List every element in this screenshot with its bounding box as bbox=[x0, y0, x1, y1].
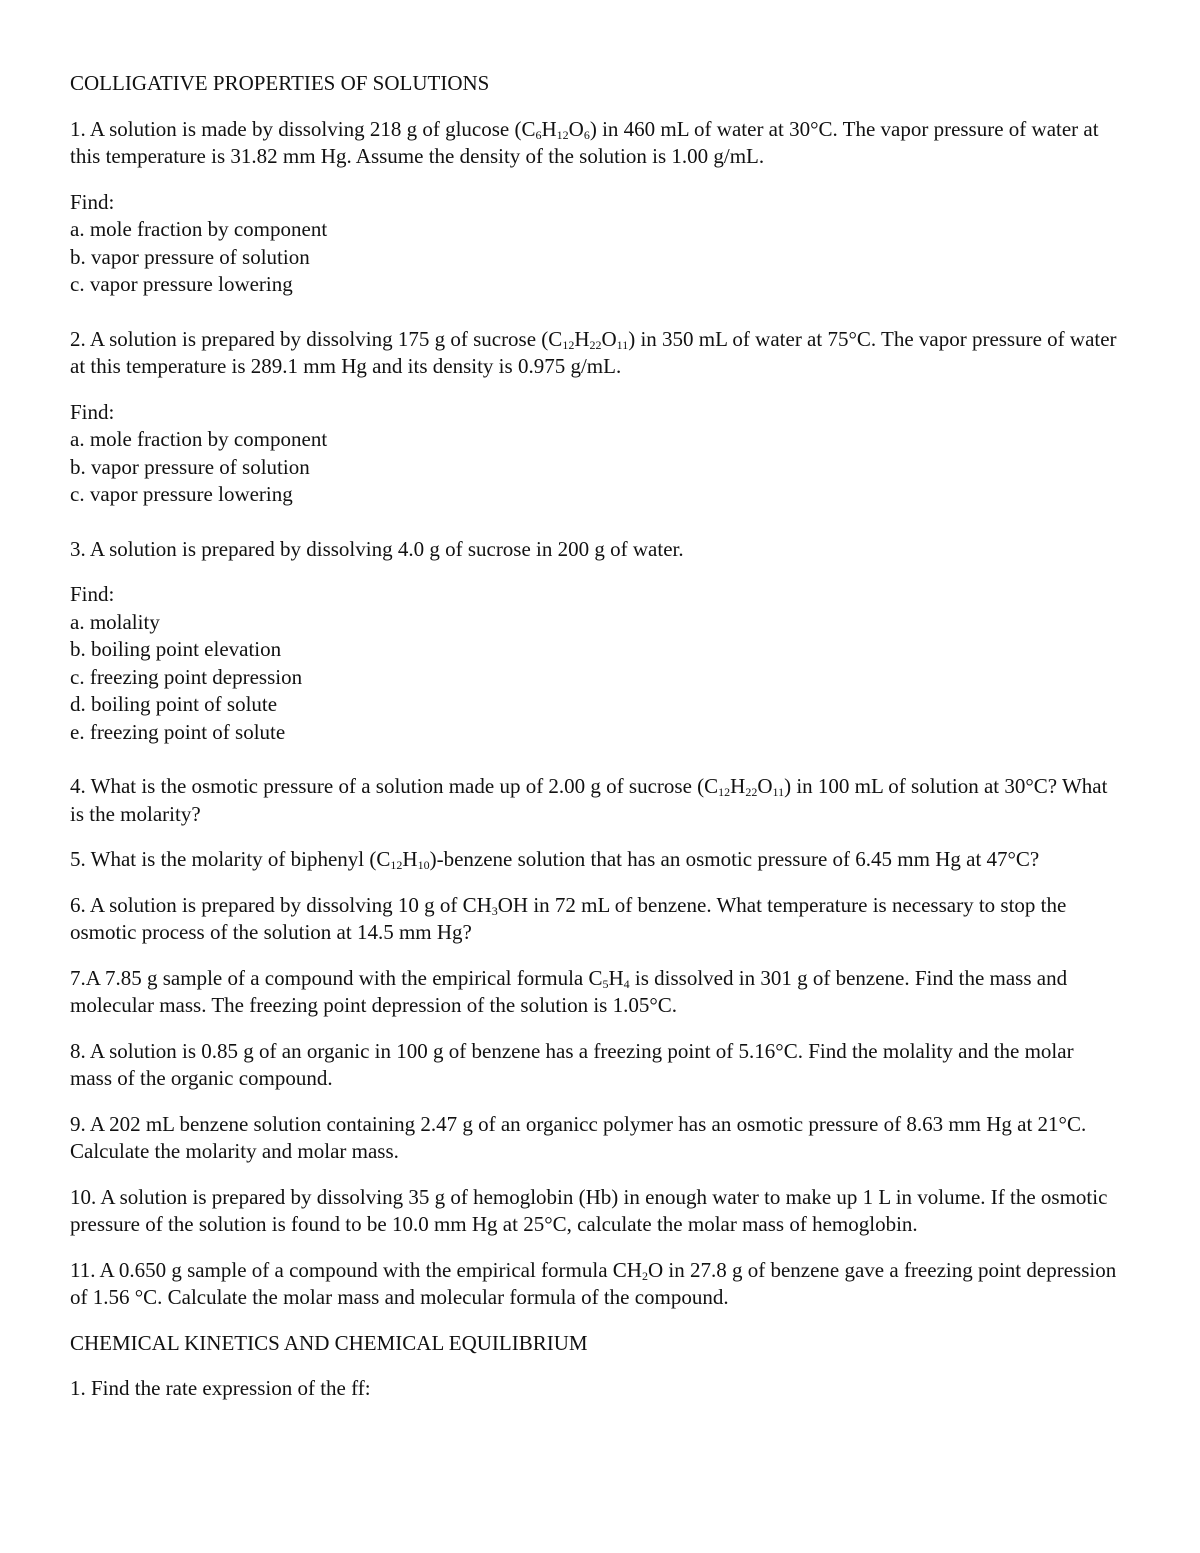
find-label: Find: bbox=[70, 582, 115, 606]
option-c: c. vapor pressure lowering bbox=[70, 482, 293, 506]
option-a: a. mole fraction by component bbox=[70, 217, 328, 241]
problem-5: 5. What is the molarity of biphenyl $(C_{12}H_{10})$-benzene solution that has an osmotic pressure of 6.45 mm Hg at 47°C? bbox=[70, 847, 1040, 872]
option-c: c. freezing point depression bbox=[70, 664, 303, 689]
option-b: b. vapor pressure of solution bbox=[70, 454, 310, 479]
problem-6: 6. A solution is prepared by dissolving 10 g of $CH_3OH$ in 72 mL of benzene. What temperature is necessary to stop the osmotic process of the solution at 14.5 mm Hg? bbox=[70, 892, 1067, 944]
option-c: c. vapor pressure lowering bbox=[70, 272, 293, 296]
problem-11: 11. A 0.650 g sample of a compound with the empirical formula $CH_2O$ in 27.8 g of benzene gave a freezing point depression of 1.56 °C. Calculate the molar mass and molecular formula of the compound. bbox=[70, 1257, 1117, 1309]
problem-3: 3. A solution is prepared by dissolving 4.0 g of sucrose in 200 g of water. bbox=[70, 536, 684, 561]
kinetics-problem-1: 1. Find the rate expression of the ff: bbox=[70, 1376, 371, 1400]
problem-1-find bbox=[70, 189, 1120, 299]
problem-2-find bbox=[70, 399, 1120, 509]
option-b: b. vapor pressure of solution bbox=[70, 244, 310, 269]
problem-7: 7.A 7.85 g sample of a compound with the empirical formula $C_5H_4$ is dissolved in 301 g of benzene. Find the mass and molecular mass. The freezing point depression of the solution is 1.05°C. bbox=[70, 965, 1068, 1017]
section-title-kinetics: CHEMICAL KINETICS AND CHEMICAL EQUILIBRIUM bbox=[70, 1330, 588, 1355]
problem-3-find bbox=[70, 581, 1120, 746]
problem-10: 10. A solution is prepared by dissolving 35 g of hemoglobin (Hb) in enough water to make up 1 L in volume. If the osmotic pressure of the solution is found to be 10.0 mm Hg at 25°C, calculate the molar mass of hemoglobin. bbox=[70, 1184, 1108, 1236]
problem-9: 9. A 202 mL benzene solution containing 2.47 g of an organicc polymer has an osmotic pressure of 8.63 mm Hg at 21°C. Calculate the molarity and molar mass. bbox=[70, 1111, 1087, 1163]
problem-4: 4. What is the osmotic pressure of a solution made up of 2.00 g of sucrose $(C_{12}H_{22}O_{11})$ in 100 mL of solution at 30°C? What is the molarity? bbox=[70, 774, 1108, 826]
option-a: a. molality bbox=[70, 609, 160, 634]
problem-8: 8. A solution is 0.85 g of an organic in 100 g of benzene has a freezing point of 5.16°C. Find the molality and the molar mass of the organic compound. bbox=[70, 1038, 1074, 1090]
option-b: b. boiling point elevation bbox=[70, 637, 282, 661]
find-label: Find: bbox=[70, 189, 115, 214]
problem-2: 2. A solution is prepared by dissolving 175 g of sucrose $(C_{12}H_{22}O_{11})$ in 350 mL of water at 75°C. The vapor pressure of water at this temperature is 289.1 mm Hg and its density is 0.975 g/mL. bbox=[70, 326, 1117, 378]
problem-1: 1. A solution is made by dissolving 218 g of glucose $(C_6H_{12}O_6)$ in 460 mL of water at 30°C. The vapor pressure of water at this temperature is 31.82 mm Hg. Assume the density of the solution is 1.00 g/mL. bbox=[70, 116, 1099, 168]
option-a: a. mole fraction by component bbox=[70, 427, 328, 451]
option-d: d. boiling point of solute bbox=[70, 692, 278, 716]
find-label: Find: bbox=[70, 399, 115, 424]
option-e: e. freezing point of solute bbox=[70, 719, 286, 744]
section-title-colligative: COLLIGATIVE PROPERTIES OF SOLUTIONS bbox=[70, 71, 490, 95]
